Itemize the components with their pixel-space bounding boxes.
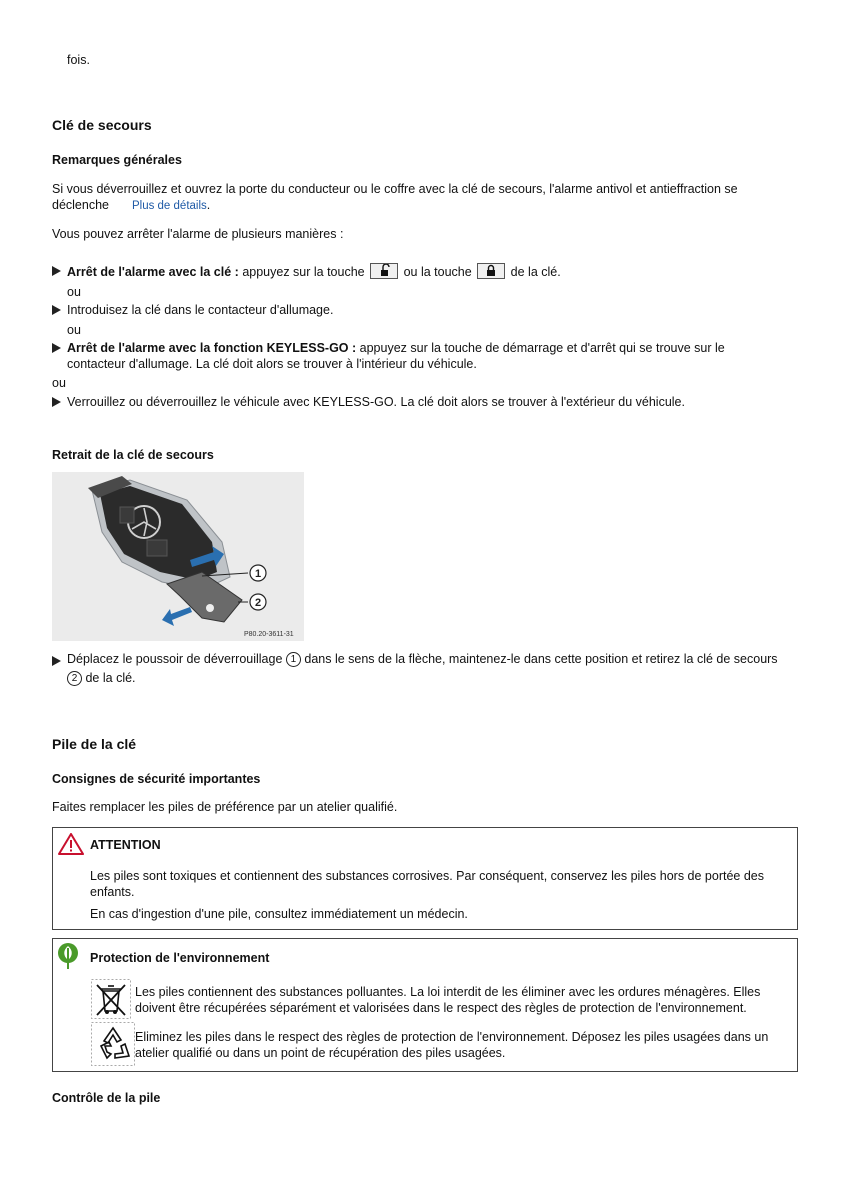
step-keyless-go-text-b: contacteur d'allumage. La clé doit alors se trouver à l'intérieur du véhicule. — [67, 357, 477, 371]
paragraph-replace-batteries: Faites remplacer les piles de préférence par un atelier qualifié. — [52, 800, 398, 814]
step-stop-alarm-key-bold: Arrêt de l'alarme avec la clé : — [67, 265, 239, 279]
bullet-arrow-icon — [52, 397, 61, 407]
step-stop-alarm-key — [67, 263, 807, 281]
environment-text-2: Eliminez les piles dans le respect des règles de protection de l'environnement. Déposez les piles usagées dans un atelier qualifié ou dans un point de récupération des piles usagées. — [135, 1030, 769, 1060]
step-keyless-go — [67, 340, 807, 372]
bullet-arrow-icon — [52, 343, 61, 353]
subheading-safety-notes: Consignes de sécurité importantes — [52, 772, 261, 786]
figure-code: P80.20-3611-31 — [244, 631, 294, 638]
step-keyless-go-text-a: appuyez sur la touche de démarrage et d'arrêt qui se trouve sur le — [359, 341, 725, 355]
figure-key-removal — [52, 472, 304, 641]
step-stop-alarm-key-text-c: de la clé. — [510, 265, 561, 279]
unlock-key-icon — [370, 263, 398, 279]
subheading-battery-check: Contrôle de la pile — [52, 1091, 161, 1105]
warning-text-1: Les piles sont toxiques et contiennent des substances corrosives. Par conséquent, conservez les piles hors de portée des enfants. — [90, 869, 764, 899]
step-lock-unlock-keyless: Verrouillez ou déverrouillez le véhicule avec KEYLESS-GO. La clé doit alors se trouver à l'extérieur du véhicule. — [67, 395, 685, 409]
warning-label: ATTENTION — [90, 838, 161, 852]
bullet-arrow-icon — [52, 656, 61, 666]
or-text-2: ou — [67, 323, 81, 337]
warning-triangle-icon — [58, 833, 84, 855]
step-keyless-go-bold: Arrêt de l'alarme avec la fonction KEYLESS-GO : — [67, 341, 357, 355]
warning-box — [52, 827, 798, 930]
step-remove-key-text-b: dans le sens de la flèche, maintenez-le dans cette position et retirez la clé de secours — [304, 652, 778, 666]
step-remove-key-text-a: Déplacez le poussoir de déverrouillage — [67, 652, 283, 666]
or-text-3: ou — [52, 376, 66, 390]
callout-1-inline: 1 — [286, 652, 301, 667]
subheading-general-remarks: Remarques générales — [52, 153, 182, 167]
bullet-arrow-icon — [52, 266, 61, 276]
callout-1-label: 1 — [254, 568, 262, 580]
more-details-link[interactable]: Plus de détails — [131, 200, 207, 212]
continuation-text: fois. — [67, 53, 90, 67]
environment-box — [52, 938, 798, 1072]
step-stop-alarm-key-text-b: ou la touche — [403, 265, 472, 279]
subheading-remove-emergency-key: Retrait de la clé de secours — [52, 448, 214, 462]
environment-text-1: Les piles contiennent des substances polluantes. La loi interdit de les éliminer avec les ordures ménagères. Elles doivent être récupérées séparément et valorisées dans le respect des règles de protection de l'environnement. — [135, 985, 761, 1015]
or-text-1: ou — [67, 285, 81, 299]
bullet-arrow-icon — [52, 305, 61, 315]
section-title-emergency-key: Clé de secours — [52, 117, 152, 133]
paragraph-alarm-trigger: Si vous déverrouillez et ouvrez la porte du conducteur ou le coffre avec la clé de secours, l'alarme antivol et antieffraction se déclenche Plus de détails. — [52, 182, 738, 212]
recycle-icon — [91, 1022, 135, 1066]
key-illustration — [52, 472, 304, 641]
paragraph-alarm-trigger-line1: Si vous déverrouillez et ouvrez la porte du conducteur ou le coffre avec la clé de secours, l'alarme antivol et antieffraction se — [52, 182, 738, 196]
step-stop-alarm-key-text-a: appuyez sur la touche — [242, 265, 365, 279]
step-remove-key — [67, 650, 812, 688]
crossed-bin-icon — [91, 979, 131, 1019]
environment-leaf-icon — [56, 942, 80, 970]
step-remove-key-text-c: de la clé. — [85, 671, 136, 685]
warning-text-2: En cas d'ingestion d'une pile, consultez immédiatement un médecin. — [90, 907, 468, 921]
environment-label: Protection de l'environnement — [90, 951, 270, 965]
callout-2-inline: 2 — [67, 671, 82, 686]
lock-key-icon — [477, 263, 505, 279]
step-insert-key: Introduisez la clé dans le contacteur d'allumage. — [67, 303, 334, 317]
section-title-key-battery: Pile de la clé — [52, 736, 137, 752]
paragraph-stop-alarm: Vous pouvez arrêter l'alarme de plusieurs manières : — [52, 227, 344, 241]
callout-2-label: 2 — [254, 597, 262, 609]
paragraph-alarm-trigger-line2: déclenche — [52, 198, 109, 212]
